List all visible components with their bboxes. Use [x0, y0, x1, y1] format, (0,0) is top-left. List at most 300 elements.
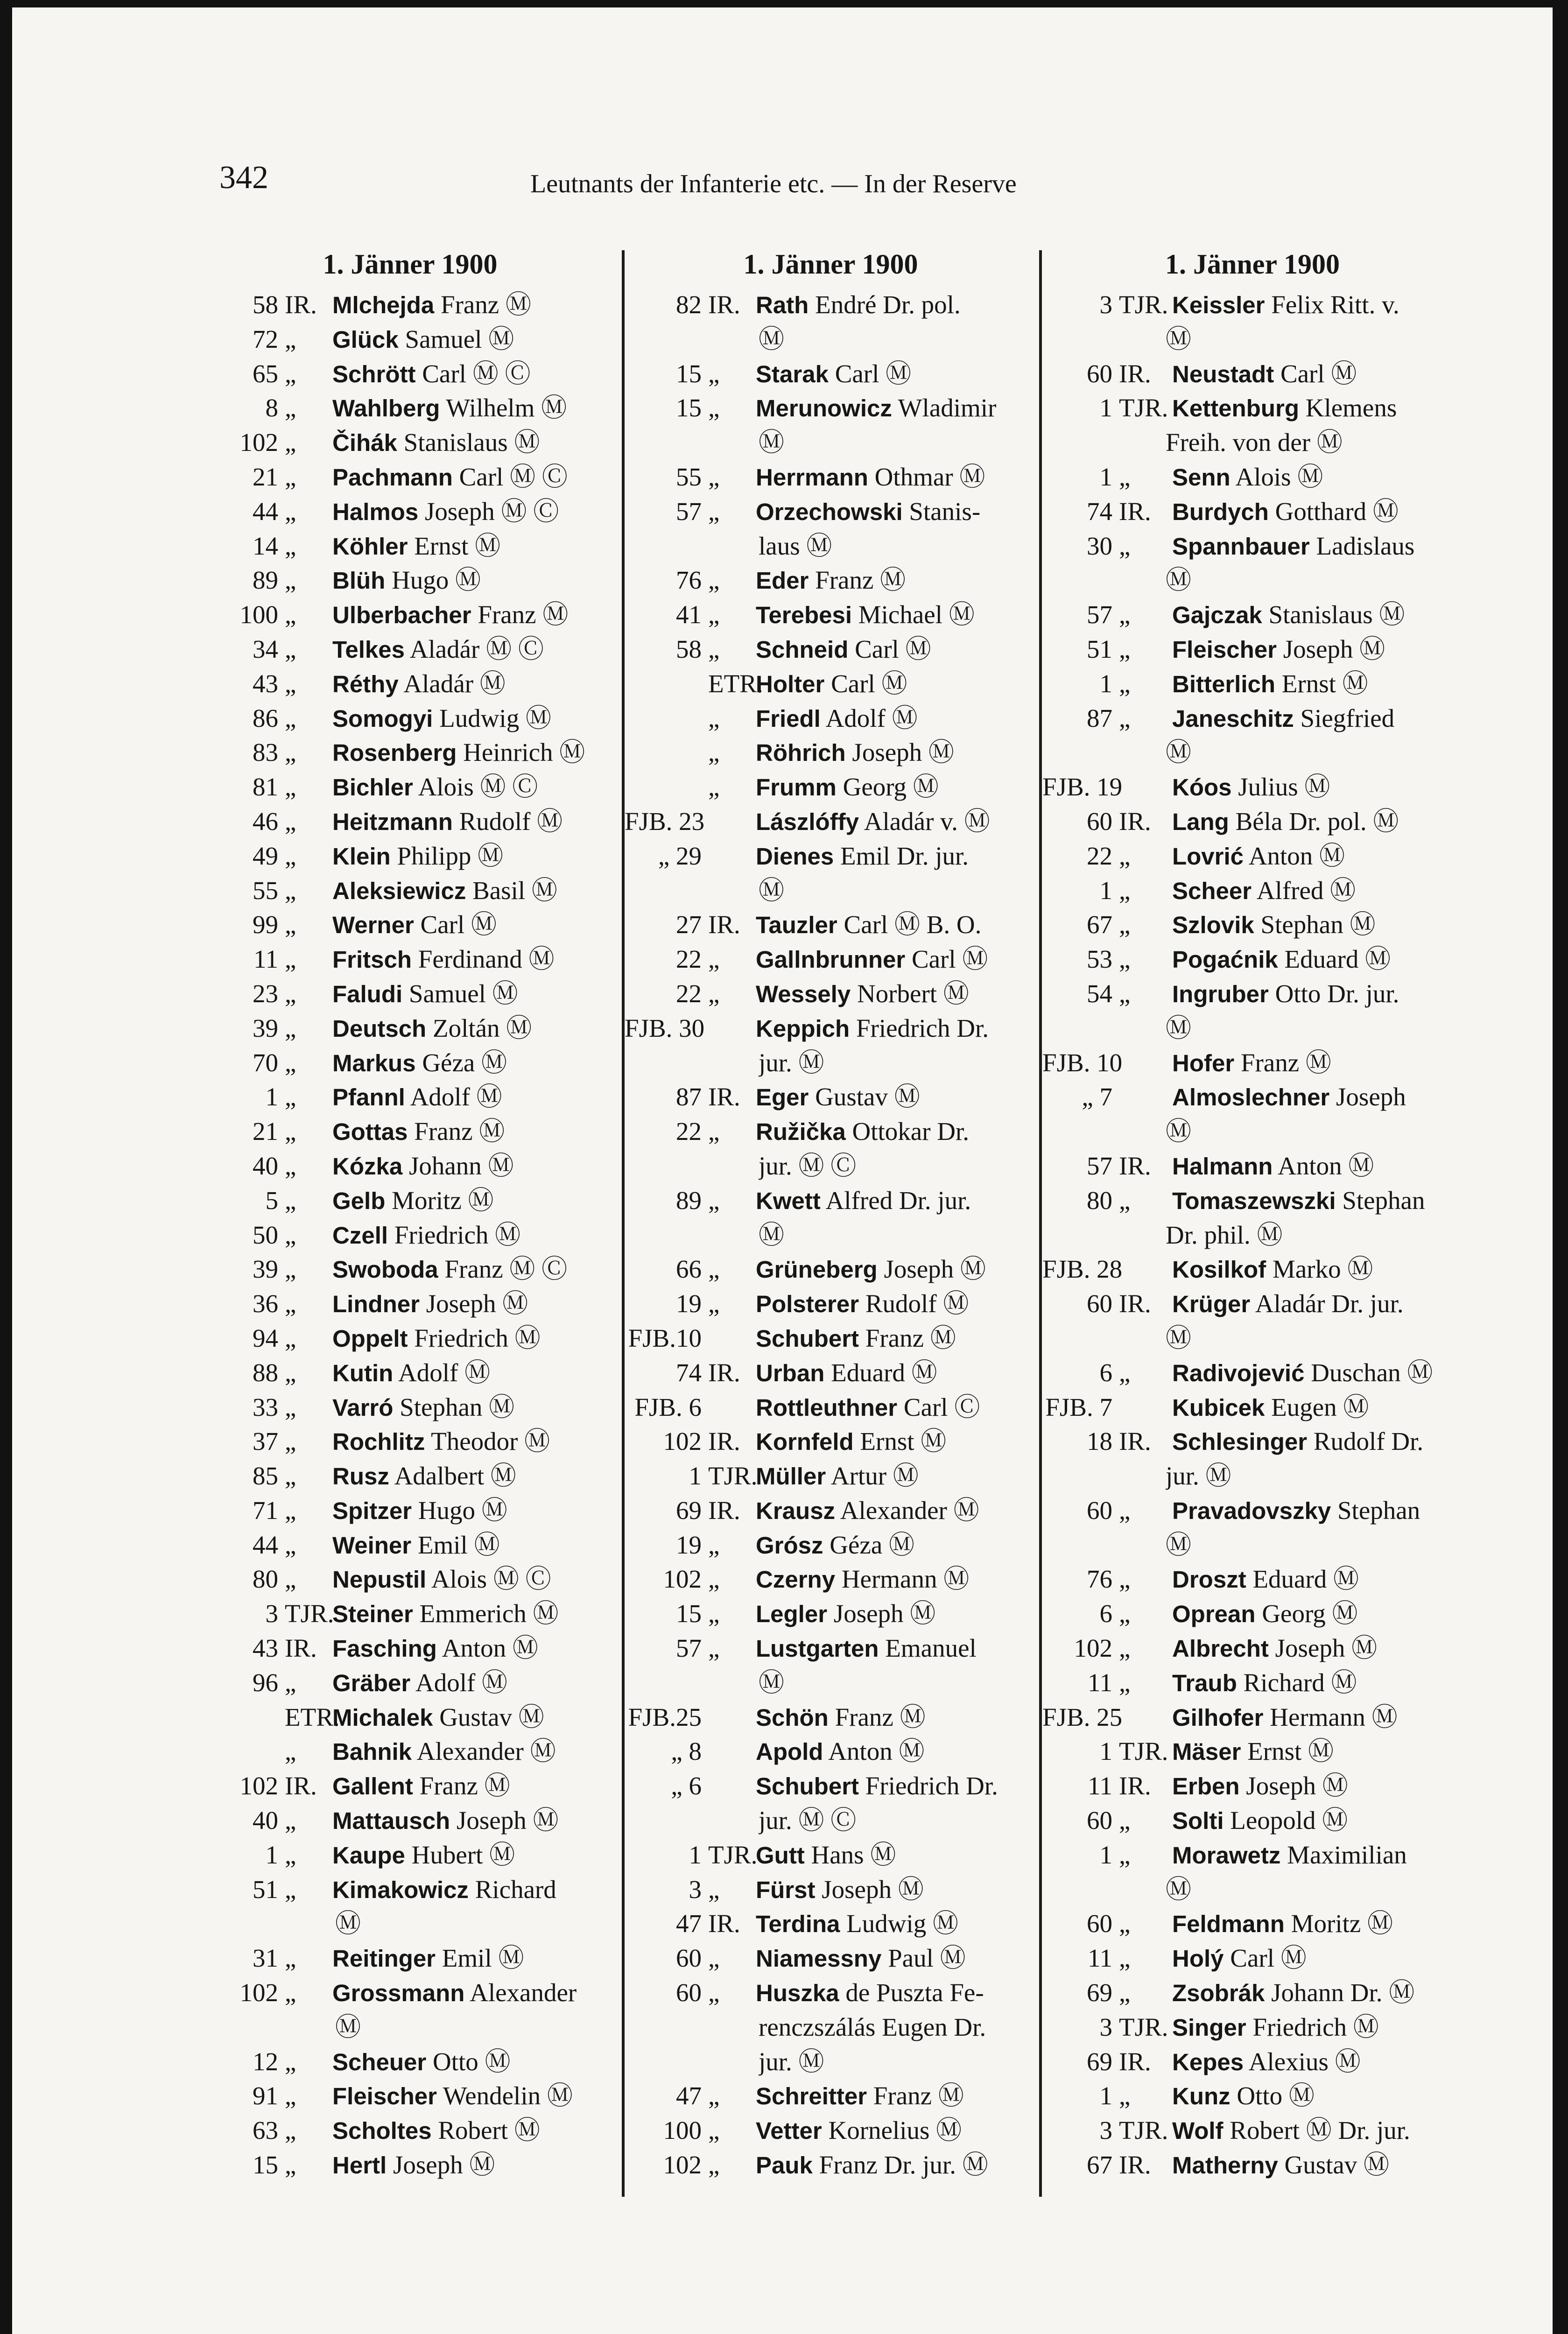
regiment-number: 96: [253, 1668, 278, 1697]
continuation-text: Freih. von der Ⓜ: [1166, 428, 1343, 457]
regiment-number: 70: [253, 1048, 278, 1077]
given-name-and-marks: Klemens: [1305, 394, 1397, 422]
list-item: [625, 1562, 1037, 1596]
list-item: [625, 667, 1037, 701]
list-item: [201, 322, 619, 357]
unit-abbreviation: ETR.: [285, 1702, 340, 1731]
given-name-and-marks: Otto Ⓜ: [433, 2047, 511, 2076]
list-item: [1042, 494, 1463, 529]
unit-abbreviation: „: [285, 1323, 296, 1352]
regiment-number: 60: [676, 1944, 702, 1973]
list-item: [201, 1838, 619, 1872]
regiment-number: 76: [1087, 1565, 1112, 1594]
regiment-number: 82: [676, 290, 702, 319]
unit-abbreviation: „: [285, 1358, 296, 1387]
surname: Bitterlich: [1172, 670, 1276, 697]
surname: Albrecht: [1172, 1635, 1269, 1662]
continuation-text: Ⓜ: [1166, 738, 1192, 767]
entry-text: [327, 1700, 619, 1735]
continuation-text: Ⓜ: [1166, 1875, 1192, 1904]
entry-text: [327, 1596, 619, 1631]
list-item: [625, 804, 1037, 839]
given-name-and-marks: Richard: [475, 1875, 556, 1904]
surname: Droszt: [1172, 1566, 1246, 1593]
entry-text: [750, 1287, 1037, 1322]
entry-text: [327, 460, 619, 495]
given-name-and-marks: Samuel Ⓜ: [408, 979, 518, 1008]
regiment-number: 44: [253, 497, 278, 526]
list-item: [1042, 804, 1463, 839]
given-name-and-marks: Alois Ⓜ: [1235, 462, 1323, 491]
list-item: [625, 2148, 1037, 2182]
unit-abbreviation: „: [285, 1496, 296, 1525]
given-name-and-marks: Joseph Ⓜ: [822, 1875, 924, 1904]
surname: Apold: [756, 1738, 823, 1765]
entry-text: [1167, 1700, 1463, 1735]
entry-text: [1167, 667, 1463, 702]
list-item: [1042, 1562, 1463, 1596]
entry-text: [750, 1080, 1037, 1115]
regiment-number: 85: [253, 1462, 278, 1490]
surname: Oprean: [1172, 1601, 1256, 1628]
regiment-number: 39: [253, 1255, 278, 1284]
entry-text: [327, 1390, 619, 1425]
regiment-number: 11: [253, 945, 278, 974]
column-heading: 1. Jänner 1900: [323, 249, 498, 280]
unit-abbreviation: „: [708, 1530, 720, 1559]
list-item: [201, 1183, 619, 1218]
given-name-and-marks: Alois Ⓜ Ⓒ: [431, 1565, 551, 1594]
unit-abbreviation: „: [708, 359, 720, 388]
entry-text: [327, 563, 619, 598]
entry-text: [1167, 494, 1463, 529]
regiment-number: „ 6: [671, 1772, 702, 1800]
unit-abbreviation: „: [708, 2081, 720, 2110]
entry-text: [327, 2148, 619, 2183]
list-item: [201, 1596, 619, 1631]
given-name-and-marks: Rudolf Ⓜ: [865, 1289, 969, 1318]
surname: Aleksiewicz: [332, 877, 466, 904]
surname: Keissler: [1172, 292, 1265, 318]
regiment-number: FJB.25: [628, 1702, 702, 1731]
continuation-text: Ⓜ: [759, 324, 785, 353]
entry-text: [1167, 1046, 1463, 1081]
list-item: [201, 1769, 619, 1803]
regiment-number: 69: [676, 1496, 702, 1525]
given-name-and-marks: Anton Ⓜ: [1278, 1151, 1374, 1180]
given-name-and-marks: Ferdinand Ⓜ: [418, 945, 555, 974]
continuation-text: Ⓜ: [1166, 1530, 1192, 1559]
entry-text: [750, 1838, 1037, 1873]
surname: Kepes: [1172, 2048, 1244, 2075]
unit-abbreviation: „: [1119, 876, 1131, 905]
unit-abbreviation: TJR.: [285, 1599, 334, 1628]
list-item: [1042, 598, 1463, 632]
surname: Janeschitz: [1172, 705, 1294, 732]
surname: Kimakowicz: [332, 1876, 469, 1903]
entry-text: [750, 804, 1037, 839]
regiment-number: 53: [1087, 945, 1112, 974]
entry-text: [327, 598, 619, 633]
list-item: [1042, 1803, 1463, 1838]
given-name-and-marks: Theodor Ⓜ: [431, 1427, 550, 1456]
list-item: [201, 2148, 619, 2182]
unit-abbreviation: IR.: [708, 1496, 740, 1525]
entry-text: [327, 1838, 619, 1873]
continuation-text: Ⓜ: [1166, 324, 1192, 353]
list-item: [201, 1321, 619, 1356]
given-name-and-marks: Géza Ⓜ: [830, 1530, 915, 1559]
regiment-number: 69: [1087, 2047, 1112, 2076]
unit-abbreviation: „: [285, 1013, 296, 1042]
entry-text: [750, 563, 1037, 598]
regiment-number: 40: [253, 1806, 278, 1835]
given-name-and-marks: Eduard Ⓜ: [1252, 1565, 1359, 1594]
regiment-number: 60: [1087, 1289, 1112, 1318]
list-item: [625, 701, 1037, 736]
regiment-number: 102: [239, 1978, 278, 2007]
surname: Szlovik: [1172, 912, 1254, 939]
surname: Rusz: [332, 1463, 389, 1490]
list-item: [201, 1114, 619, 1149]
unit-abbreviation: „: [285, 1944, 296, 1973]
list-item: [625, 1734, 1037, 1769]
list-item: [201, 425, 619, 460]
list-item: [625, 1838, 1037, 1872]
surname: Bahnik: [332, 1738, 412, 1765]
given-name-and-marks: Hubert Ⓜ: [411, 1840, 515, 1869]
regiment-number: 60: [1087, 359, 1112, 388]
surname: Huszka: [756, 1980, 839, 2007]
entry-text: [750, 288, 1037, 323]
given-name-and-marks: Franz Ⓜ Ⓒ: [444, 1255, 568, 1284]
unit-abbreviation: „: [1119, 1944, 1131, 1973]
list-item: [625, 563, 1037, 598]
regiment-number: 3: [689, 1875, 702, 1904]
list-item: [1042, 1287, 1463, 1321]
surname: Schubert: [756, 1773, 859, 1800]
surname: Scheuer: [332, 2048, 427, 2075]
list-item: [625, 1493, 1037, 1528]
list-item-continuation: [625, 2010, 1037, 2045]
list-item: [201, 529, 619, 563]
surname: Krüger: [1172, 1291, 1251, 1318]
list-item: [201, 1631, 619, 1666]
entry-text: [1167, 701, 1463, 736]
entry-text: [1167, 2148, 1463, 2183]
entry-text: [1167, 1906, 1463, 1941]
regiment-number: 102: [663, 1565, 702, 1594]
list-item: [201, 598, 619, 632]
given-name-and-marks: Emil Ⓜ: [442, 1944, 524, 1973]
surname: Kóos: [1172, 774, 1232, 801]
list-item: [1042, 701, 1463, 736]
surname: Wessely: [756, 980, 851, 1007]
surname: Lindner: [332, 1291, 420, 1318]
given-name-and-marks: Kornelius Ⓜ: [828, 2116, 962, 2145]
surname: Pachmann: [332, 464, 453, 491]
unit-abbreviation: „: [708, 773, 720, 801]
unit-abbreviation: „: [285, 876, 296, 905]
given-name-and-marks: Friedrich Ⓜ: [1252, 2012, 1379, 2041]
regiment-number: 5: [265, 1186, 278, 1215]
list-item: [625, 288, 1037, 322]
given-name-and-marks: Anton Ⓜ: [442, 1634, 538, 1663]
list-item-continuation: [1042, 1011, 1463, 1046]
regiment-number: FJB. 10: [1042, 1048, 1123, 1077]
regiment-number: 31: [253, 1944, 278, 1973]
continuation-text: jur. Ⓜ Ⓒ: [759, 1806, 857, 1835]
surname: Solti: [1172, 1807, 1224, 1835]
surname: Grósz: [756, 1532, 823, 1559]
surname: Oppelt: [332, 1325, 408, 1352]
regiment-number: 8: [265, 394, 278, 422]
given-name-and-marks: Philipp Ⓜ: [397, 841, 504, 870]
entry-text: [327, 907, 619, 942]
entry-text: [327, 2045, 619, 2080]
given-name-and-marks: Johann Dr. Ⓜ: [1271, 1978, 1415, 2007]
entry-text: [750, 1114, 1037, 1149]
unit-abbreviation: „: [1119, 1978, 1131, 2007]
surname: Czerny: [756, 1566, 836, 1593]
list-item: [201, 1390, 619, 1425]
list-item: [1042, 1149, 1463, 1183]
given-name-and-marks: Aladár Ⓜ Ⓒ: [409, 634, 544, 663]
surname: Holter: [756, 670, 825, 697]
regiment-number: 102: [663, 2151, 702, 2179]
continuation-text: Ⓜ: [335, 2012, 361, 2041]
given-name-and-marks: Alois Ⓜ Ⓒ: [418, 773, 538, 801]
surname: Rath: [756, 292, 809, 318]
unit-abbreviation: „: [285, 324, 296, 353]
list-item: [1042, 2148, 1463, 2182]
unit-abbreviation: „: [285, 531, 296, 560]
regiment-number: FJB. 28: [1042, 1255, 1123, 1284]
column-heading: 1. Jänner 1900: [743, 249, 918, 280]
given-name-and-marks: Ludwig Ⓜ: [846, 1909, 959, 1938]
unit-abbreviation: „: [1119, 531, 1131, 560]
entry-text: [1167, 2010, 1463, 2045]
given-name-and-marks: Friedrich Ⓜ: [414, 1323, 541, 1352]
list-item: [625, 1011, 1037, 1046]
surname: Niamessny: [756, 1945, 882, 1972]
unit-abbreviation: IR.: [1119, 1289, 1151, 1318]
continuation-text: jur. Ⓜ Ⓒ: [759, 1151, 857, 1180]
entry-text: [327, 1975, 619, 2011]
list-item-continuation: [625, 1218, 1037, 1252]
regiment-number: 1: [1099, 394, 1112, 422]
list-item: [1042, 1183, 1463, 1218]
given-name-and-marks: Eduard Ⓜ: [831, 1358, 937, 1387]
entry-text: [750, 1183, 1037, 1218]
given-name-and-marks: Carl Ⓜ: [831, 669, 907, 698]
unit-abbreviation: „: [708, 703, 720, 732]
continuation-text: Ⓜ: [335, 1909, 361, 1938]
given-name-and-marks: Otto Dr. jur.: [1275, 979, 1399, 1008]
unit-abbreviation: TJR.: [1119, 290, 1168, 319]
given-name-and-marks: Ernst Ⓜ: [1247, 1737, 1334, 1766]
surname: Michalek: [332, 1704, 433, 1731]
given-name-and-marks: Alexander: [470, 1978, 577, 2007]
regiment-number: 3: [1099, 290, 1112, 319]
list-item: [1042, 1080, 1463, 1114]
list-item: [201, 1528, 619, 1562]
given-name-and-marks: Joseph Ⓜ: [833, 1599, 936, 1628]
column-rows: [625, 288, 1037, 2182]
continuation-text: Ⓜ: [759, 1220, 785, 1249]
continuation-text: Dr. phil. Ⓜ: [1166, 1220, 1283, 1249]
entry-text: [1167, 288, 1463, 323]
list-item-continuation: [1042, 1528, 1463, 1562]
regiment-number: 94: [253, 1323, 278, 1352]
entry-text: [327, 1218, 619, 1253]
unit-abbreviation: „: [708, 1565, 720, 1594]
surname: Morawetz: [1172, 1842, 1281, 1869]
given-name-and-marks: Friedrich Dr.: [865, 1772, 998, 1800]
entry-text: [327, 1149, 619, 1184]
continuation-text: Ⓜ: [759, 876, 785, 905]
surname: Legler: [756, 1601, 828, 1628]
list-item: [625, 598, 1037, 632]
unit-abbreviation: „: [285, 773, 296, 801]
given-name-and-marks: Carl Ⓜ: [911, 945, 988, 974]
regiment-number: 15: [676, 394, 702, 422]
regiment-number: 34: [253, 634, 278, 663]
unit-abbreviation: IR.: [708, 1358, 740, 1387]
surname: Pauk: [756, 2152, 813, 2179]
surname: Gajczak: [1172, 602, 1262, 629]
surname: Werner: [332, 912, 414, 939]
list-item-continuation: [625, 322, 1037, 357]
surname: Schreitter: [756, 2083, 867, 2110]
surname: Vetter: [756, 2117, 822, 2144]
list-item: [1042, 1838, 1463, 1872]
given-name-and-marks: Johann Ⓜ: [408, 1151, 514, 1180]
unit-abbreviation: „: [708, 1255, 720, 1284]
surname: Gallent: [332, 1773, 413, 1800]
regiment-number: 100: [663, 2116, 702, 2145]
unit-abbreviation: „: [285, 497, 296, 526]
unit-abbreviation: IR.: [708, 1909, 740, 1938]
entry-text: [1167, 529, 1463, 564]
list-item: [201, 288, 619, 322]
entry-text: [327, 1562, 619, 1597]
regiment-number: 54: [1087, 979, 1112, 1008]
surname: Varró: [332, 1394, 394, 1421]
list-item: [625, 1872, 1037, 1907]
regiment-number: 14: [253, 531, 278, 560]
given-name-and-marks: Joseph Ⓜ: [1246, 1772, 1348, 1800]
unit-abbreviation: TJR.: [708, 1840, 758, 1869]
entry-text: [327, 1080, 619, 1115]
regiment-number: 1: [1099, 2081, 1112, 2110]
surname: Heitzmann: [332, 808, 453, 835]
unit-abbreviation: „: [285, 2047, 296, 2076]
unit-abbreviation: „: [285, 1462, 296, 1490]
list-item: [201, 770, 619, 804]
surname: Senn: [1172, 464, 1230, 491]
surname: Lászlóffy: [756, 808, 859, 835]
list-item-continuation: [201, 1906, 619, 1941]
unit-abbreviation: „: [1119, 462, 1131, 491]
entry-text: [750, 667, 1037, 702]
regiment-number: 57: [676, 497, 702, 526]
entry-text: [1167, 1493, 1463, 1528]
list-item: [625, 1356, 1037, 1390]
entry-text: [750, 1459, 1037, 1494]
list-item: [1042, 1975, 1463, 2010]
given-name-and-marks: Emmerich Ⓜ: [419, 1599, 559, 1628]
entry-text: [327, 1183, 619, 1218]
given-name-and-marks: Franz Ⓜ: [865, 1323, 956, 1352]
list-item: [201, 460, 619, 494]
regiment-number: 11: [1088, 1772, 1112, 1800]
entry-text: [1167, 1975, 1463, 2011]
surname: Gräber: [332, 1669, 411, 1696]
entry-text: [750, 942, 1037, 977]
given-name-and-marks: Anton Ⓜ: [828, 1737, 925, 1766]
entry-text: [327, 1666, 619, 1701]
regiment-number: 6: [1099, 1358, 1112, 1387]
unit-abbreviation: „: [285, 600, 296, 629]
entry-text: [1167, 598, 1463, 633]
list-item-continuation: [625, 1666, 1037, 1700]
surname: Kózka: [332, 1153, 403, 1180]
page-number: 342: [219, 160, 268, 196]
continuation-text: renczszálás Eugen Dr.: [759, 2012, 986, 2041]
regiment-number: „ 8: [671, 1737, 702, 1766]
entry-text: [750, 1562, 1037, 1597]
entry-text: [327, 770, 619, 805]
unit-abbreviation: „: [285, 1427, 296, 1456]
surname: Telkes: [332, 636, 405, 663]
given-name-and-marks: Norbert Ⓜ: [857, 979, 969, 1008]
entry-text: [750, 598, 1037, 633]
regiment-number: 51: [253, 1875, 278, 1904]
entry-text: [750, 1975, 1037, 2011]
list-item-continuation: [1042, 322, 1463, 357]
entry-text: [750, 632, 1037, 667]
unit-abbreviation: „: [1119, 1909, 1131, 1938]
regiment-number: 27: [676, 910, 702, 939]
given-name-and-marks: Joseph Ⓜ: [393, 2151, 495, 2179]
list-item: [1042, 1631, 1463, 1666]
entry-text: [1167, 1183, 1463, 1218]
given-name-and-marks: Eduard Ⓜ: [1284, 945, 1391, 974]
regiment-number: 22: [1087, 841, 1112, 870]
surname: Kwett: [756, 1187, 821, 1214]
given-name-and-marks: Othmar Ⓜ: [874, 462, 985, 491]
given-name-and-marks: Aladár Dr. jur.: [1255, 1289, 1404, 1318]
regiment-number: 58: [676, 634, 702, 663]
surname: Schrött: [332, 360, 416, 387]
entry-text: [750, 1631, 1037, 1666]
list-item: [201, 563, 619, 598]
unit-abbreviation: „: [1119, 841, 1131, 870]
surname: Réthy: [332, 670, 399, 697]
list-item: [1042, 1356, 1463, 1390]
unit-abbreviation: IR.: [708, 910, 740, 939]
given-name-and-marks: Georg Ⓜ: [843, 773, 939, 801]
unit-abbreviation: „: [1119, 703, 1131, 732]
regiment-number: 69: [1087, 1978, 1112, 2007]
regiment-number: 1: [265, 1840, 278, 1869]
entry-text: [750, 1390, 1037, 1425]
entry-text: [327, 1631, 619, 1666]
entry-text: [1167, 1562, 1463, 1597]
surname: Ružička: [756, 1118, 846, 1146]
entry-text: [327, 2113, 619, 2148]
